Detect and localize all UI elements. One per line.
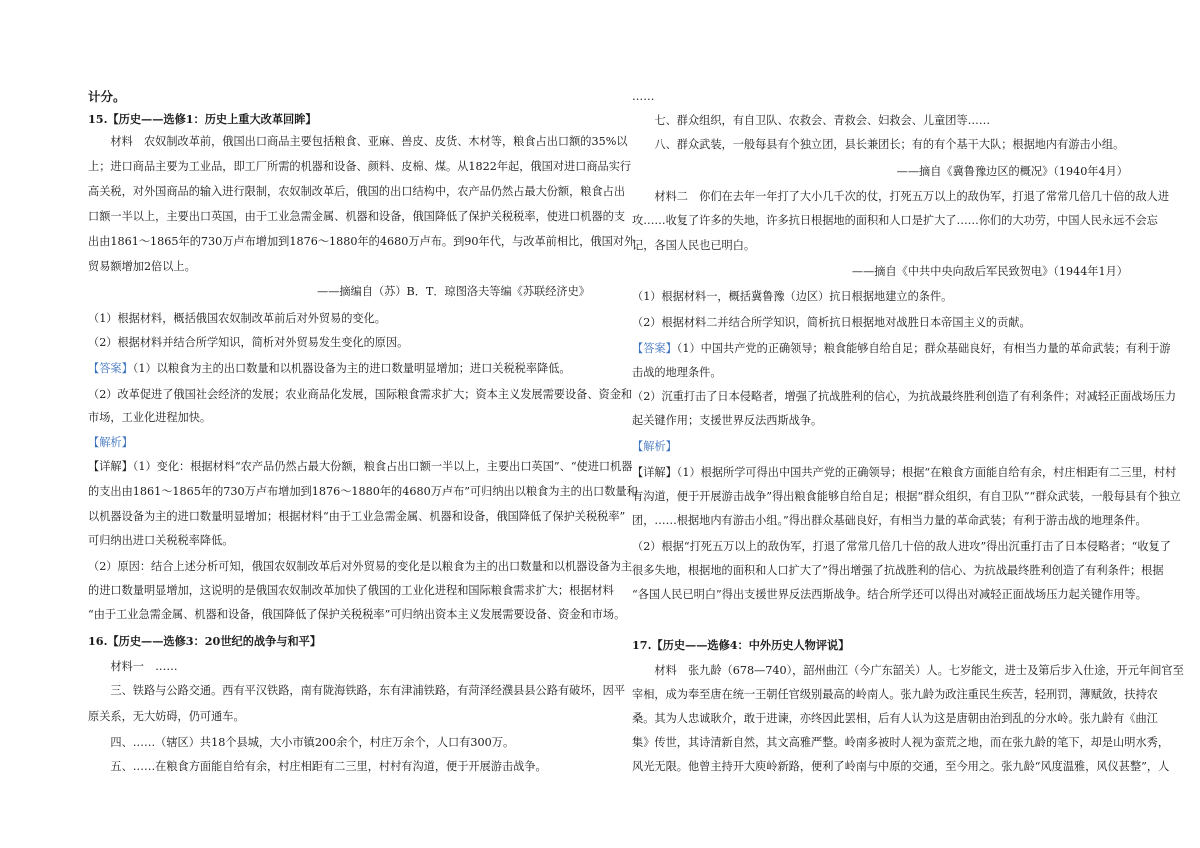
left-text-line: 原关系，无大妨碍，仍可通车。 (88, 710, 245, 723)
left-text-line: 15.【历史——选修1：历史上重大改革回眸】 (88, 112, 317, 126)
left-text-line: 上；进口商品主要为工业品，即工厂所需的机器和设备、颜料、皮棉、煤。从1822年起，俄国对进口商品实行 (88, 160, 632, 173)
right-text-line: 材料 张九龄（678—740），韶州曲江（今广东韶关）人。七岁能文，进士及第后步入仕途，开元年间官至 (654, 664, 1184, 677)
right-text-line: （2）沉重打击了日本侵略者，增强了抗战胜利的信心，为抗战最终胜利创造了有利条件；对减轻正面战场压力 (632, 390, 1177, 403)
left-text-line: 五、……在粮食方面能自给有余，村庄相距有二三里，村村有沟道，便于开展游击战争。 (110, 760, 547, 773)
left-text-line: 出由1861～1865年的730万卢布增加到1876～1880年的4680万卢布。到90年代，与改革前相比，俄国对外 (88, 235, 636, 248)
left-text-line: 三、铁路与公路交通。西有平汉铁路，南有陇海铁路，东有津浦铁路，有菏泽经濮县县公路有破坏，因平 (110, 684, 626, 697)
left-text-line: 市场，工业化进程加快。 (88, 411, 212, 424)
right-text-line: …… (632, 90, 655, 103)
right-text-line: 攻……收复了许多的失地，许多抗日根据地的面积和人口是扩大了……你们的大功劳，中国人民永远不会忘 (632, 214, 1158, 227)
left-text-line: （2）根据材料并结合所学知识，简析对外贸易发生变化的原因。 (88, 336, 409, 349)
left-text-line: 计分。 (88, 89, 126, 104)
right-text-line: 风光无限。他曾主持开大庾岭新路，便利了岭南与中原的交通，至今用之。张九龄“风度温雅，风仪甚整”，人 (632, 760, 1170, 773)
right-text-line: 七、群众组织，有自卫队、农救会、青救会、妇救会、儿童团等…… (654, 114, 991, 127)
left-text-line: 材料 农奴制改革前，俄国出口商品主要包括粮食、亚麻、兽皮、皮货、木材等，粮食占出口额的35%以 (110, 135, 628, 148)
right-text-line (632, 610, 1128, 628)
right-text-line: 起关键作用；支援世界反法西斯战争。 (632, 414, 823, 427)
left-text-line: （1）根据材料，概括俄国农奴制改革前后对外贸易的变化。 (88, 312, 386, 325)
right-text-line: 【解析】 (632, 440, 677, 453)
right-text-line: （2）根据“打死五万以上的敌伪军，打退了常常几倍几十倍的敌人进攻”得出沉重打击了日本侵略者；“收复了 (632, 540, 1171, 553)
left-text-line: 16.【历史——选修3：20世纪的战争与和平】 (88, 634, 322, 648)
left-text-line: 【解析】 (88, 436, 133, 449)
left-text-line: 材料一 …… (110, 660, 178, 673)
right-text-line: 宰相，成为奉至唐在统一王朝任官级别最高的岭南人。张九龄为政注重民生疾苦，轻刑罚，薄赋敛，扶持农 (632, 688, 1158, 701)
left-text-line: 【详解】（1）变化：根据材料“农产品仍然占最大份额，粮食占出口额一半以上，主要出口英国”、“使进口机器 (88, 460, 633, 473)
right-text-line: 团，……根据地内有游击小组。”得出群众基础良好，有相当力量的革命武装；有利于游击战的地理条件。 (632, 514, 1147, 527)
left-text-line: 以机器设备为主的进口数量明显增加；根据材料“由于工业急需金属、机器和设备，俄国降低了保护关税税率” (88, 510, 626, 523)
right-text-line: 很多失地，根据地的面积和人口扩大了”得出增强了抗战胜利的信心、为抗战最终胜利创造了有利条件；根据 (632, 564, 1164, 577)
right-text-line: 有沟道，便于开展游击战争”得出粮食能够自给自足；根据“群众组织，有自卫队”“群众武装，一般每县有个独立 (632, 490, 1181, 503)
left-text-line: 高关税，对外国商品的输入进行限制，农奴制改革后，俄国的出口结构中，农产品仍然占最大份额，粮食占出 (88, 185, 626, 198)
right-text-line: 集》传世，其诗清新自然，其文高雅严整。岭南多被时人视为蛮荒之地，而在张九龄的笔下，却是山明水秀， (632, 736, 1170, 749)
left-text-line: 口额一半以上，主要出口英国，由于工业急需金属、机器和设备，俄国降低了保护关税税率，使进口机器的支 (88, 210, 626, 223)
right-text-line: 击战的地理条件。 (632, 366, 722, 379)
left-text-line: （2）改革促进了俄国社会经济的发展；农业商品化发展，国际粮食需求扩大；资本主义发展需要设备、资金和 (88, 388, 633, 401)
answer-tag: 【答案】 (632, 342, 677, 355)
left-text-line: 的支出由1861～1865年的730万卢布增加到1876～1880年的4680万卢布”可归纳出以粮食为主的出口数量和 (88, 485, 638, 498)
right-text-line: 记，各国人民也已明白。 (632, 239, 756, 252)
left-text-line: 可归纳出进口关税税率降低。 (88, 534, 234, 547)
left-text-line: 贸易额增加2倍以上。 (88, 260, 196, 273)
answer-tag: 【答案】 (88, 362, 133, 375)
right-text-line: 17.【历史——选修4：中外历史人物评说】 (632, 638, 850, 652)
left-text-line: 的进口数量明显增加，这说明的是俄国农奴制改革加快了俄国的工业化进程和国际粮食需求扩大；根据材料 (88, 584, 614, 597)
right-text-line: ——摘自《冀鲁豫边区的概况》（1940年4月） (896, 165, 1128, 178)
right-text-line: 八、群众武装，一般每县有个独立团，县长兼团长；有的有个基干大队；根据地内有游击小组。 (654, 138, 1125, 151)
left-text-line: “由于工业急需金属、机器和设备，俄国降低了保护关税税率”可归纳出资本主义发展需要设备、资金和市场。 (88, 608, 626, 621)
right-text-line: （1）根据材料一，概括冀鲁豫（边区）抗日根据地建立的条件。 (632, 290, 953, 303)
left-text-line: （2）原因：结合上述分析可知，俄国农奴制改革后对外贸易的变化是以粮食为主的出口数量和以机器设备为主 (88, 560, 633, 573)
right-text-line: （2）根据材料二并结合所学知识，简析抗日根据地对战胜日本帝国主义的贡献。 (632, 316, 1031, 329)
left-text-line: ——摘编自（苏）B．T．琼图洛夫等编《苏联经济史》 (317, 285, 590, 298)
right-text-line: 材料二 你们在去年一年打了大小几千次的仗，打死五万以上的敌伪军，打退了常常几倍几十倍的敌人进 (654, 190, 1170, 203)
right-text-line: “各国人民已明白”得出支援世界反法西斯战争。结合所学还可以得出对减轻正面战场压力起关键作用等。 (632, 588, 1147, 601)
right-text-line: 桑。其为人忠诚耿介，敢于进谏，亦终因此罢相，后有人认为这是唐朝由治到乱的分水岭。张九龄有《曲江 (632, 712, 1158, 725)
left-text-line: 四、……（辖区）共18个县城，大小市镇200余个，村庄万余个，人口有300万。 (110, 736, 515, 749)
left-text-line: 【答案】（1）以粮食为主的出口数量和以机器设备为主的进口数量明显增加；进口关税税率降低。 (88, 362, 571, 375)
right-text-line: ——摘自《中共中央向敌后军民致贺电》（1944年1月） (851, 265, 1128, 278)
right-text-line: 【答案】（1）中国共产党的正确领导；粮食能够自给自足；群众基础良好，有相当力量的革命武装；有利于游 (632, 342, 1171, 355)
right-text-line: 【详解】（1）根据所学可得出中国共产党的正确领导；根据“在粮食方面能自给有余，村庄相距有二三里，村村 (632, 466, 1177, 479)
